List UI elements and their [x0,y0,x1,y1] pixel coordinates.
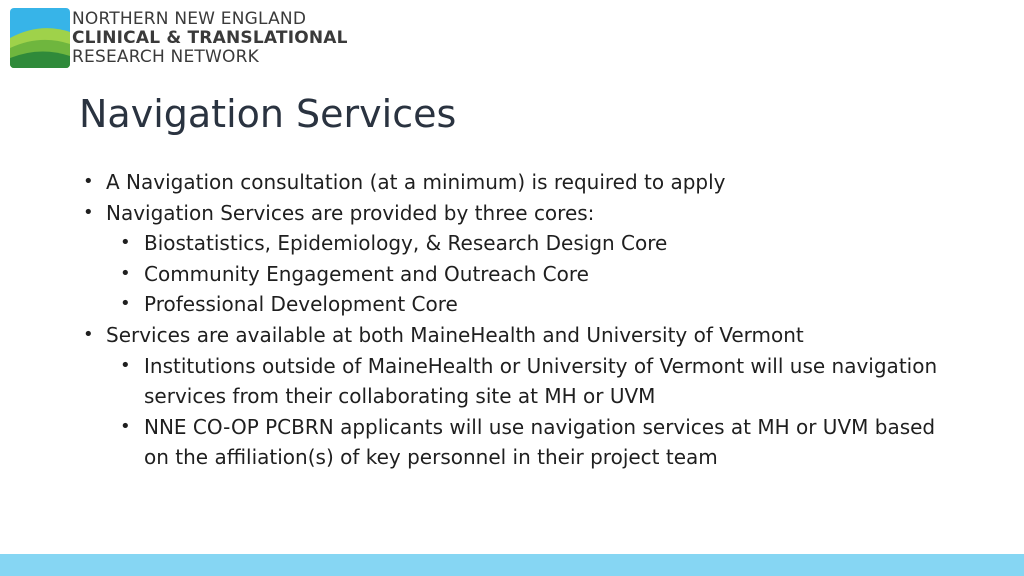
network-logo [10,8,350,68]
bullet-item [79,320,959,351]
bullet-text: Services are available at both MaineHealth and University of Vermont [106,322,804,347]
sub-bullet-text: Community Engagement and Outreach Core [144,261,589,286]
sub-bullet-item [79,259,959,290]
bullet-item [79,167,959,198]
sub-bullet-item [79,412,959,473]
logo-wordmark [72,8,352,68]
sub-bullet-item [79,351,959,412]
slide-title: Navigation Services [79,92,457,136]
sub-bullet-text: Institutions outside of MaineHealth or University of Vermont will use navigation services from their collaborating site at MH or UVM [144,353,938,409]
sub-bullet-item [79,228,959,259]
bullet-dot-icon: • [120,293,131,315]
bullet-text: Navigation Services are provided by three cores: [106,200,595,225]
sub-bullet-item [79,289,959,320]
bullet-text: A Navigation consultation (at a minimum) is required to apply [106,170,726,194]
sub-bullet-text: Biostatistics, Epidemiology, & Research Design Core [144,231,668,256]
logo-landscape-icon [10,8,70,68]
logo-line-1: NORTHERN NEW ENGLAND [72,9,307,29]
sub-bullet-text: Professional Development Core [144,292,458,317]
logo-line-3: RESEARCH NETWORK [72,47,259,67]
bullet-item [79,198,959,229]
bullet-dot-icon: • [120,354,131,376]
logo-line-2: CLINICAL & TRANSLATIONAL [72,28,348,48]
bullet-dot-icon: • [83,323,94,345]
bullet-dot-icon: • [120,262,131,284]
bullet-dot-icon: • [120,232,131,254]
bullet-dot-icon: • [83,171,94,192]
bullet-dot-icon: • [83,201,94,223]
footer-bar [0,554,1024,576]
sub-bullet-text: NNE CO-OP PCBRN applicants will use navigation services at MH or UVM based on the affiliation(s) of key personnel in their project team [144,414,936,470]
bullet-dot-icon: • [120,415,131,437]
bullet-list [79,167,959,473]
slide-body [79,167,959,473]
